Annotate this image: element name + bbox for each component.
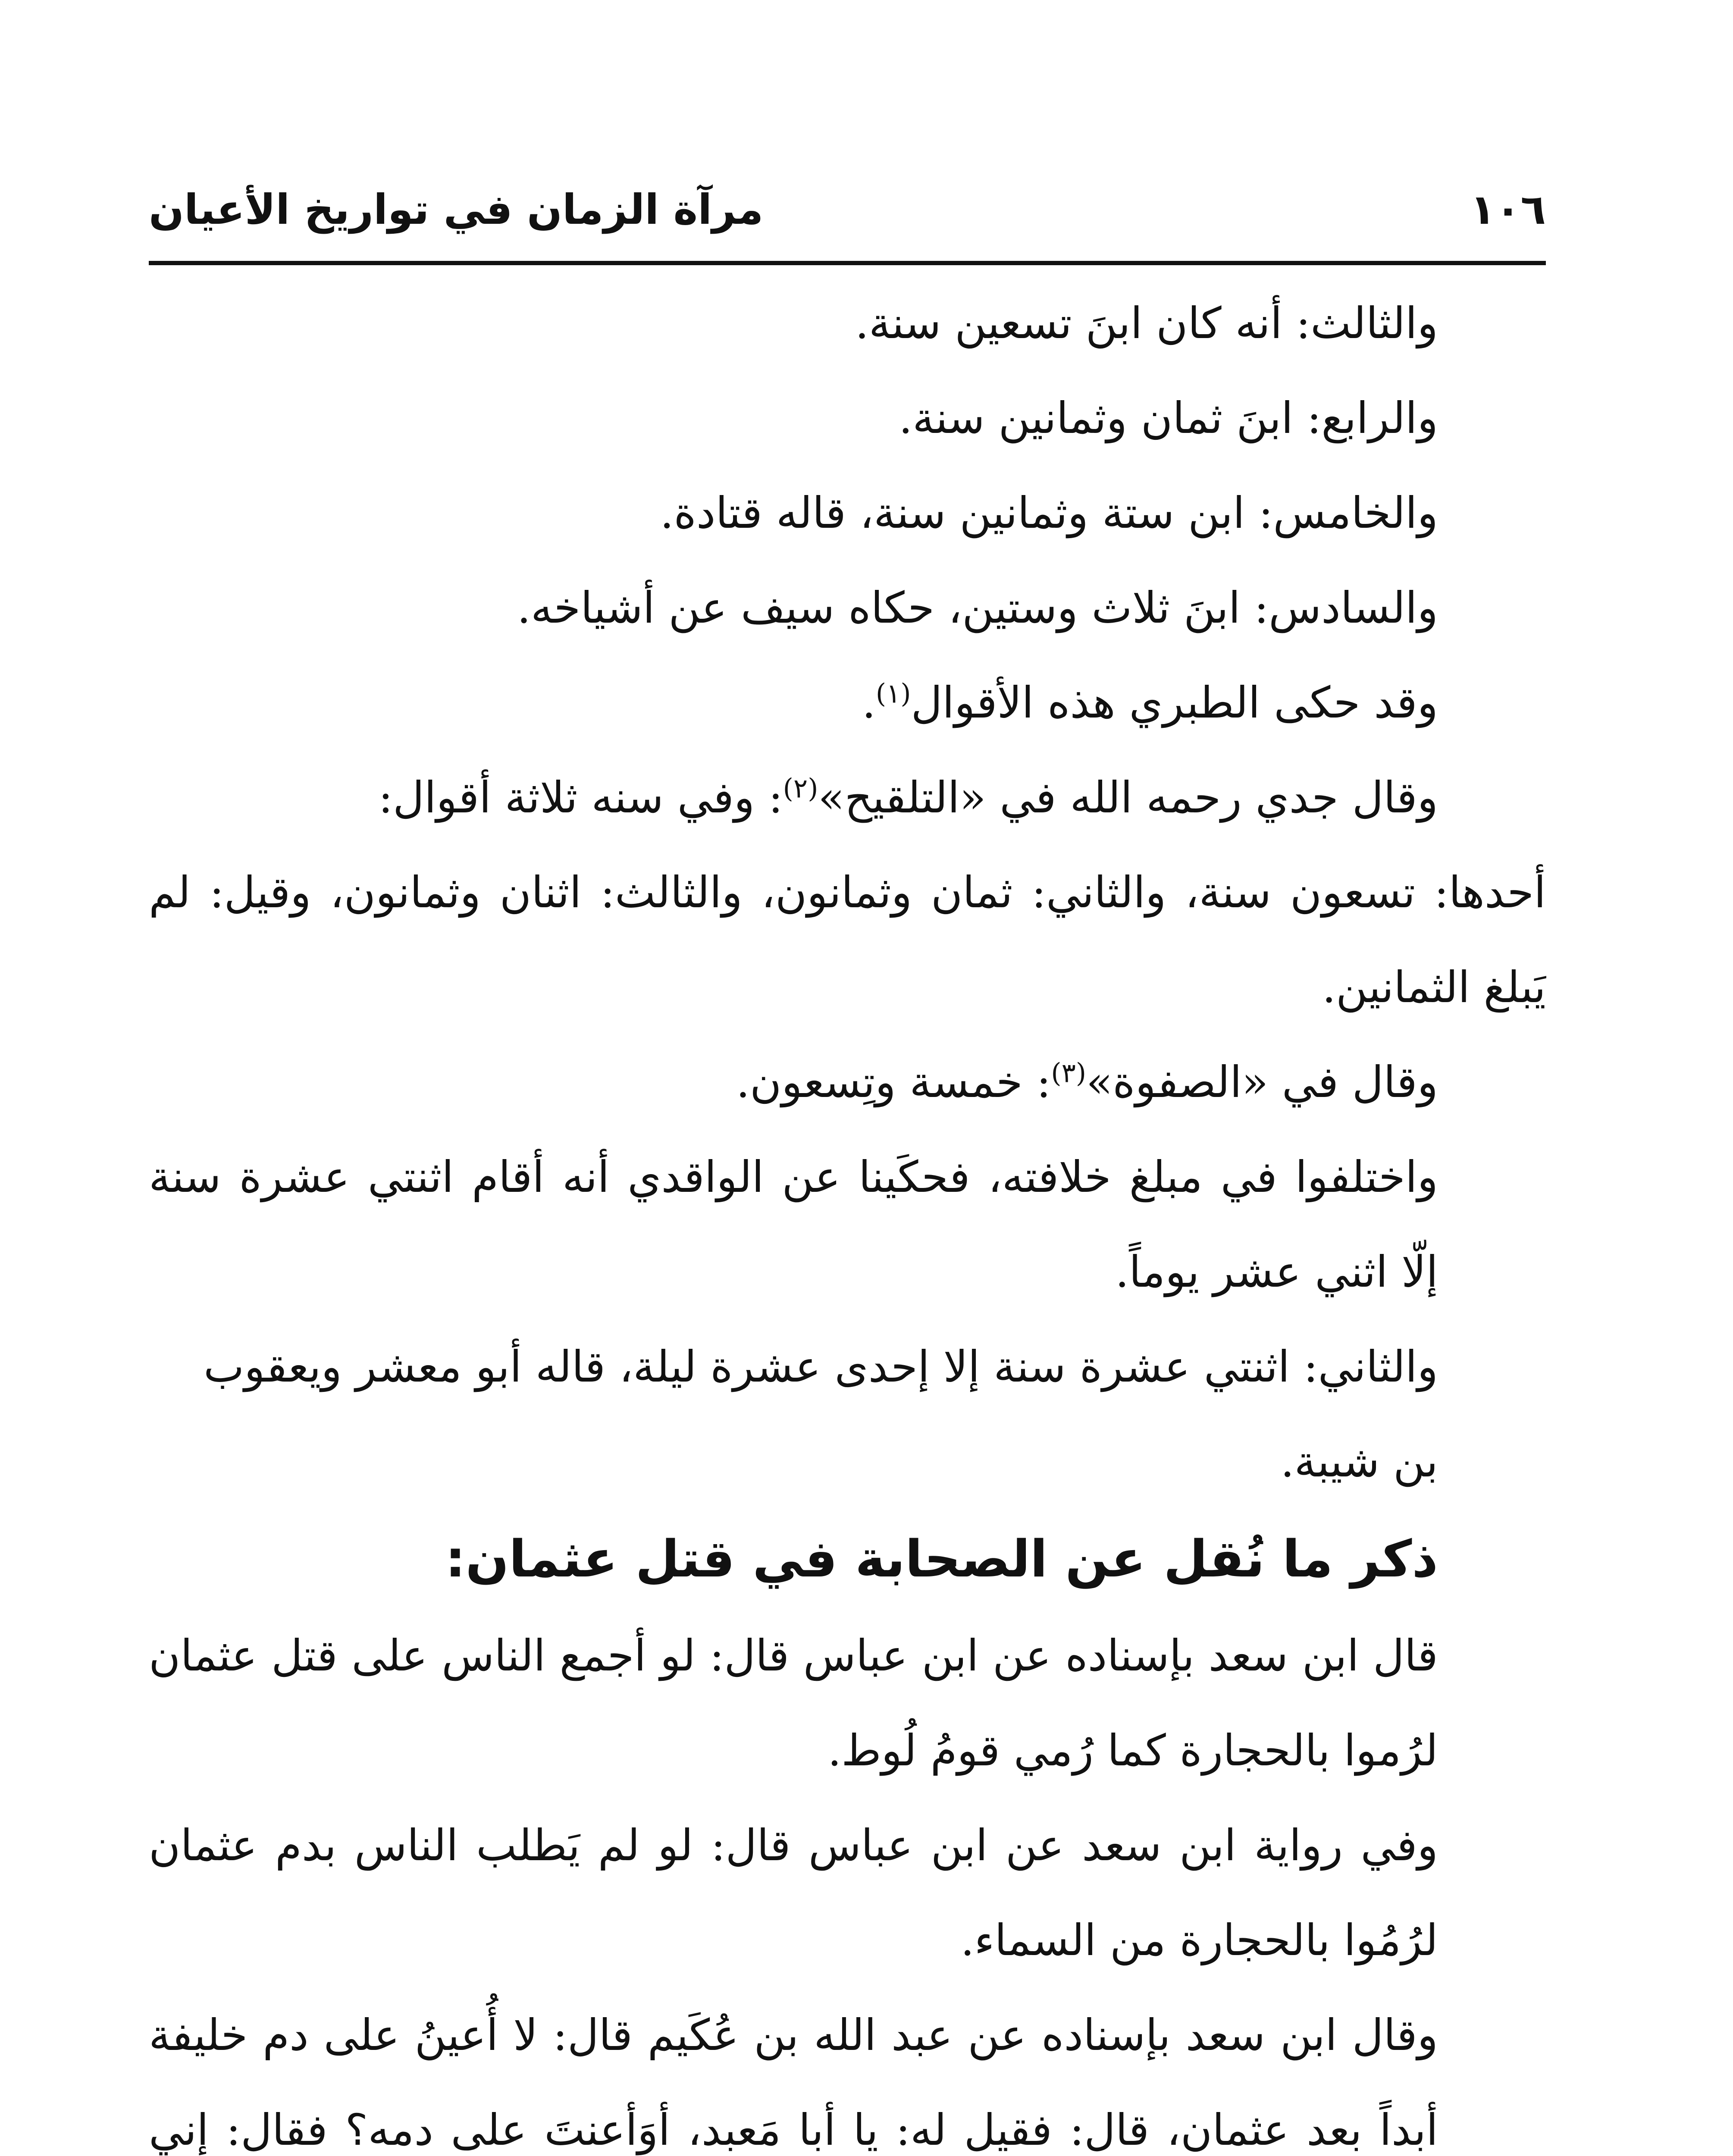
running-title: مرآة الزمان في تواريخ الأعيان xyxy=(149,185,764,234)
paragraph-sixth-opinion: والسادس: ابنَ ثلاث وستين، حكاه سيف عن أشياخه. xyxy=(517,583,1438,633)
main-text xyxy=(149,276,1546,2156)
paragraph-fifth-opinion: والخامس: ابن ستة وثمانين سنة، قاله قتادة. xyxy=(660,488,1438,538)
paragraph-text: وقد حكى الطبري هذه الأقوال xyxy=(911,677,1438,728)
paragraph-text: : خمسة وتِسعون. xyxy=(736,1057,1051,1107)
section-heading: ذكر ما نُقل عن الصحابة في قتل عثمان: xyxy=(445,1529,1438,1589)
paragraph-fourth-opinion: والرابع: ابنَ ثمان وثمانين سنة. xyxy=(899,393,1438,443)
paragraph-text: : وفي سنه ثلاثة أقوال: xyxy=(378,772,783,823)
paragraph-age-opinions: أحدها: تسعون سنة، والثاني: ثمان وثمانون، والثالث: اثنان وثمانون، وقيل: لم يَبلغ الثمانين. xyxy=(149,867,1546,1012)
page-number: ١٠٦ xyxy=(1470,185,1546,234)
paragraph-third-opinion: والثالث: أنه كان ابنَ تسعين سنة. xyxy=(855,298,1438,348)
footnote-ref-2: (٢) xyxy=(783,772,818,804)
footnote-ref-1: (١) xyxy=(875,677,911,709)
paragraph-caliphate-length: واختلفوا في مبلغ خلافته، فحكَينا عن الواقدي أنه أقام اثنتي عشرة سنة إلّا اثني عشر يوماً. xyxy=(149,1152,1438,1297)
paragraph-ibn-ukaym: وقال ابن سعد بإسناده عن عبد الله بن عُكَيم قال: لا أُعينُ على دم خليفة أبداً بعد عثمان، قال: فقيل له: يا أبا مَعبد، أوَأعنتَ على دمه؟ فقال: إني xyxy=(149,2010,1438,2155)
paragraph-tabari xyxy=(149,655,1546,750)
footnote-ref-3: (٣) xyxy=(1051,1057,1087,1089)
paragraph-text: . xyxy=(862,677,876,728)
paragraph-second-opinion: والثاني: اثنتي عشرة سنة إلا إحدى عشرة ليلة، قاله أبو معشر ويعقوب بن شيبة. xyxy=(204,1341,1438,1487)
paragraph-talqih xyxy=(149,750,1546,845)
page-header xyxy=(149,168,1546,267)
paragraph-ibn-abbas-2: وفي رواية ابن سعد عن ابن عباس قال: لو لم يَطلب الناس بدم عثمان لرُمُوا بالحجارة من السماء. xyxy=(149,1820,1438,1965)
paragraph-safwa xyxy=(149,1035,1546,1130)
header-rule xyxy=(149,261,1546,265)
paragraph-text: وقال جدي رحمه الله في «التلقيح» xyxy=(818,772,1438,823)
paragraph-ibn-abbas-1: قال ابن سعد بإسناده عن ابن عباس قال: لو أجمع الناس على قتل عثمان لرُموا بالحجارة كما رُمي قومُ لُوط. xyxy=(149,1630,1438,1776)
paragraph-text: وقال في «الصفوة» xyxy=(1086,1057,1438,1107)
